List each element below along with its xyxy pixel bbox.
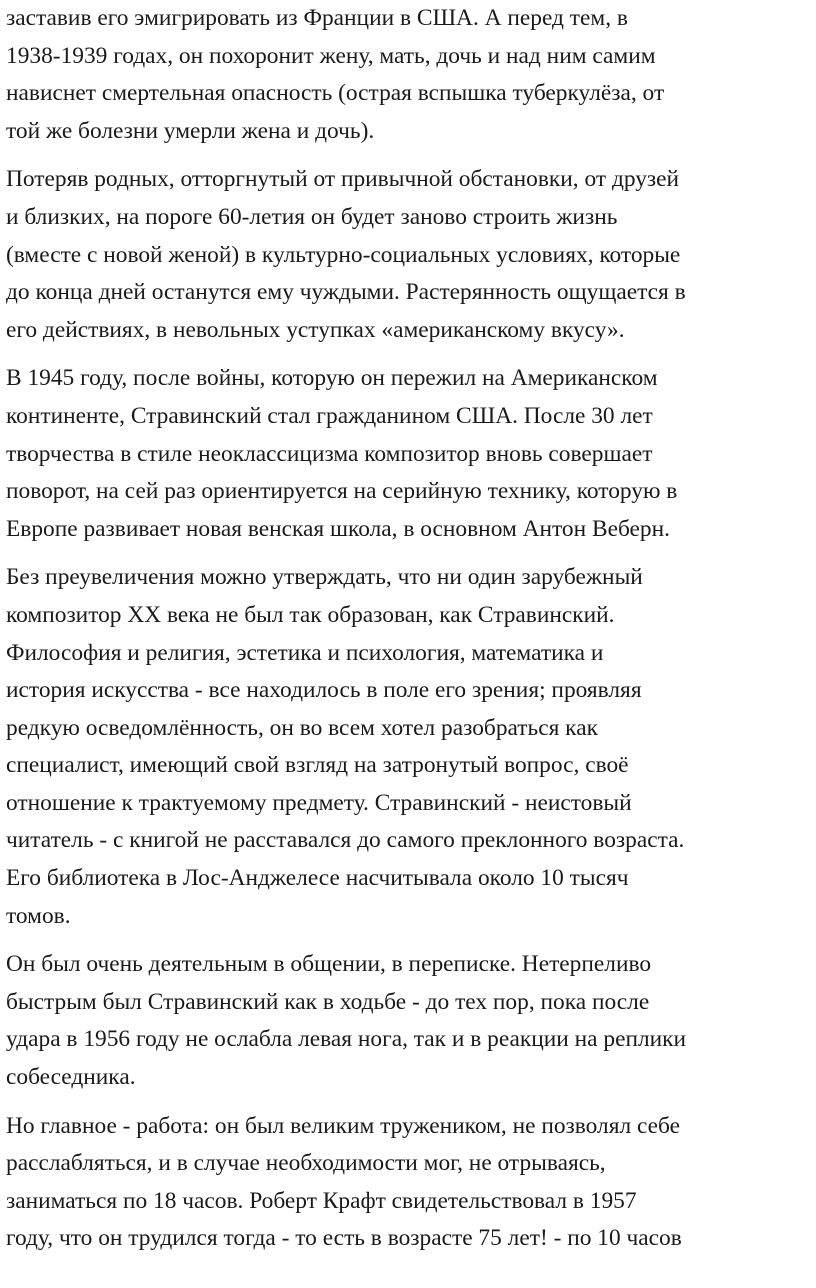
paragraph-emigration: заставив его эмигрировать из Франции в США. А перед тем, в 1938-1939 годах, он похоронит жену, мать, дочь и над ним самим нависнет смертельная опасность (острая вспышка туберкулёза, от той же болезни умерли жена и дочь). (6, 5, 665, 144)
paragraph-new-life: Потеряв родных, отторгнутый от привычной обстановки, от друзей и близких, на пороге 60-летия он будет заново строить жизнь (вместе с новой женой) в культурно-социальных условиях, которые до конца дней останутся ему чуждыми. Растерянность ощущается в его действиях, в невольных уступках «американскому вкусу». (6, 166, 686, 343)
paragraph-citizenship: В 1945 году, после войны, которую он пережил на Американском континенте, Стравинский стал гражданином США. После 30 лет творчества в стиле неоклассицизма композитор вновь совершает поворот, на сей раз ориентируется на серийную технику, которую в Европе развивает новая венская школа, в основном Антон Веберн. (6, 365, 678, 542)
paragraph-work: Но главное - работа: он был великим тружеником, не позволял себе расслабляться, и в случае необходимости мог, не отрываясь, заниматься по 18 часов. Роберт Крафт свидетельствовал в 1957 году, что он трудился тогда - то есть в возрасте 75 лет! - по 10 часов (6, 1112, 682, 1252)
paragraph-communication: Он был очень деятельным в общении, в переписке. Нетерпеливо быстрым был Стравинский как в ходьбе - до тех пор, пока после удара в 1956 году не ослабла левая нога, так и в реакции на реплики собеседника. (6, 951, 687, 1091)
paragraph-education: Без преувеличения можно утверждать, что ни один зарубежный композитор XX века не был так образован, как Стравинский. Философия и религия, эстетика и психология, математика и история искусства - все находилось в поле его зрения; проявляя редкую осведомлённость, он во всем хотел разобраться как специалист, имеющий свой взгляд на затронутый вопрос, своё отношение к трактуемому предмету. Стравинский - неистовый читатель - с книгой не расставался до самого преклонного возраста. Его библиотека в Лос-Анджелесе насчитывала около 10 тысяч томов. (6, 564, 685, 929)
